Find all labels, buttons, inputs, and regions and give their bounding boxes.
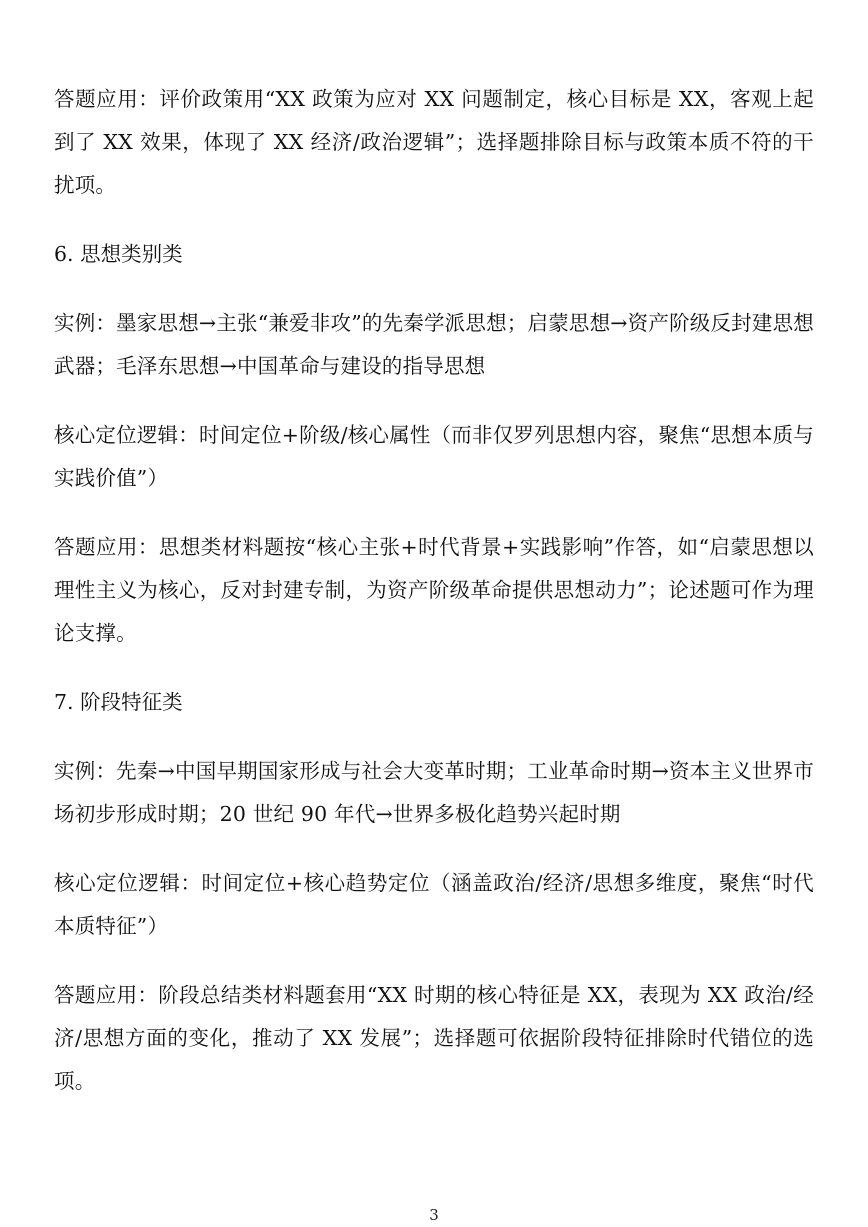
page-number: 3 [429,1206,439,1224]
paragraph-stage-answer-application: 答题应用：阶段总结类材料题套用“XX 时期的核心特征是 XX，表现为 XX 政治/经济/思想方面的变化，推动了 XX 发展”；选择题可依据阶段特征排除时代错位的选项。 [54,983,814,1093]
paragraph-policy-answer-application: 答题应用：评价政策用“XX 政策为应对 XX 问题制定，核心目标是 XX，客观上起到了 XX 效果，体现了 XX 经济/政治逻辑”；选择题排除目标与政策本质不符的干扰项。 [54,87,814,197]
section-heading-ideology-category: 6. 思想类别类 [54,242,183,266]
paragraph-ideology-examples: 实例：墨家思想→主张“兼爱非攻”的先秦学派思想；启蒙思想→资产阶级反封建思想武器；毛泽东思想→中国革命与建设的指导思想 [54,311,814,378]
paragraph-ideology-core-logic: 核心定位逻辑：时间定位+阶级/核心属性（而非仅罗列思想内容，聚焦“思想本质与实践价值”） [54,423,814,490]
page-content [54,78,814,1129]
paragraph-stage-core-logic: 核心定位逻辑：时间定位+核心趋势定位（涵盖政治/经济/思想多维度，聚焦“时代本质特征”） [54,871,814,938]
paragraph-stage-examples: 实例：先秦→中国早期国家形成与社会大变革时期；工业革命时期→资本主义世界市场初步形成时期；20 世纪 90 年代→世界多极化趋势兴起时期 [54,759,814,826]
section-heading-stage-characteristics: 7. 阶段特征类 [54,690,183,714]
paragraph-ideology-answer-application: 答题应用：思想类材料题按“核心主张+时代背景+实践影响”作答，如“启蒙思想以理性主义为核心，反对封建专制，为资产阶级革命提供思想动力”；论述题可作为理论支撑。 [54,535,814,645]
